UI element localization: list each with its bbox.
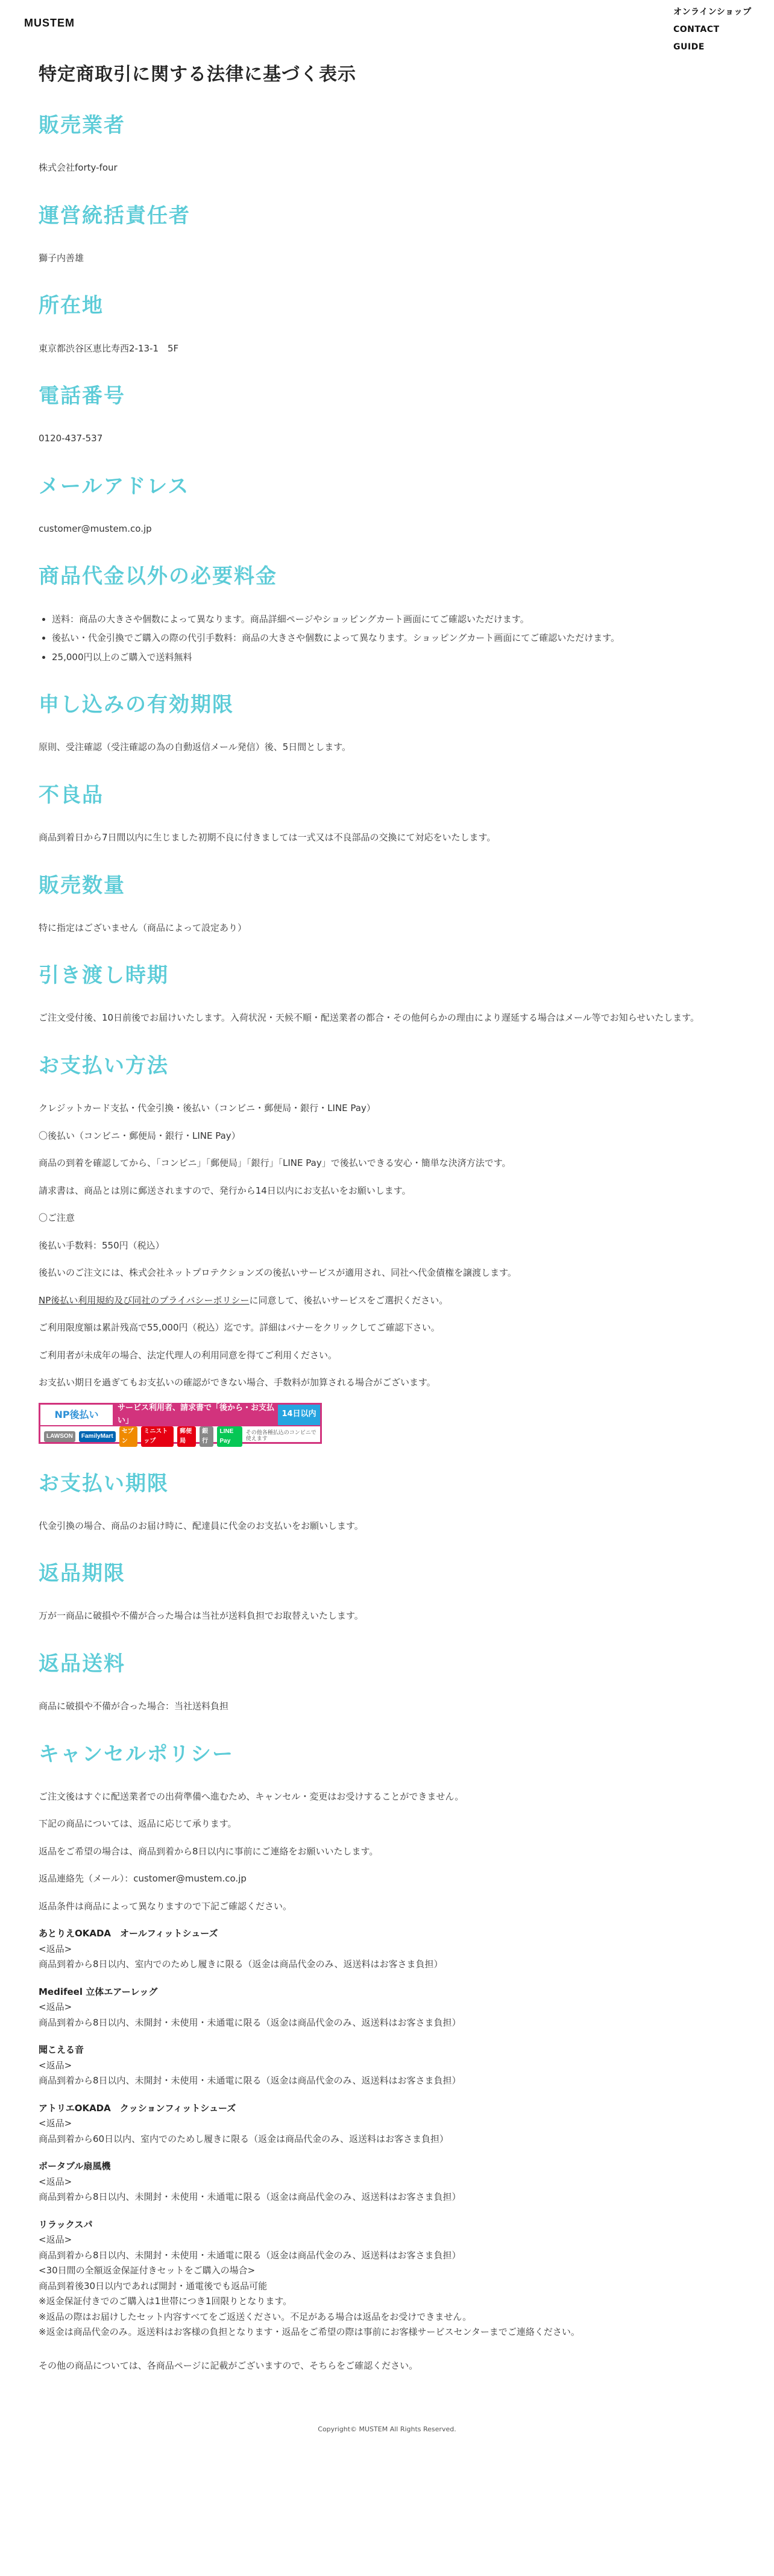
section-heading: 商品代金以外の必要料金 xyxy=(39,564,277,589)
payment-text: お支払い期日を過ぎてもお支払いの確認ができない場合、手数料が加算される場合がございます。 xyxy=(39,1377,436,1388)
section-heading: 販売業者 xyxy=(39,113,125,137)
section-heading: お支払い方法 xyxy=(39,1053,169,1078)
section-heading: 不良品 xyxy=(39,783,104,807)
main-nav xyxy=(673,4,751,56)
section-validity xyxy=(39,691,735,755)
product-name: ポータブル扇風機 xyxy=(39,2161,111,2172)
email-address: customer@mustem.co.jp xyxy=(39,523,152,534)
section-manager xyxy=(39,203,735,266)
section-heading: 返品送料 xyxy=(39,1651,125,1676)
product-line: ※返品の際はお届けしたセット内容すべてをご返送ください。不足がある場合は返品をお受けできません。 xyxy=(39,2311,472,2322)
store-logo: ミニストップ xyxy=(141,1426,174,1447)
section-fees xyxy=(39,563,735,665)
np-logo: NP後払い xyxy=(54,1408,99,1420)
section-heading: メールアドレス xyxy=(39,474,190,499)
section-heading: お支払い期限 xyxy=(39,1471,169,1496)
product-name: 聞こえる音 xyxy=(39,2044,84,2056)
product-line: ※返金は商品代金のみ。返送料はお客様の負担となります・返品をご希望の際は事前にお客様サービスセンターまでご連絡ください。 xyxy=(39,2326,580,2338)
section-seller xyxy=(39,112,735,176)
section-payment xyxy=(39,1053,735,1444)
store-logo: LAWSON xyxy=(44,1431,75,1442)
list-item: • 後払い・代金引換でご購入の際の代引手数料：商品の大きさや個数によって異なります。ショッピングカート画面にてご確認いただけます。 xyxy=(52,631,735,646)
product-name: あとりえOKADA オールフィットシューズ xyxy=(39,1928,218,1939)
cancel-closing: その他の商品については、各商品ページに記載がございますので、そちらをご確認ください。 xyxy=(39,2360,418,2371)
return-shipping-text: 商品に破損や不備が合った場合：当社送料負担 xyxy=(39,1701,229,1712)
section-heading: 電話番号 xyxy=(39,384,125,409)
cancel-text: 返品をご希望の場合は、商品到着から8日以内に事前にご連絡をお願いいたします。 xyxy=(39,1845,379,1857)
payment-deadline-text: 代金引換の場合、商品のお届け時に、配達員に代金のお支払いをお願いします。 xyxy=(39,1520,363,1531)
banner-message: サービス利用者、請求書で「後から・お支払い」 xyxy=(113,1405,278,1425)
section-heading: 申し込みの有効期限 xyxy=(39,693,234,717)
product-line: ※返金保証付きでのご購入は1世帯につき1回限りとなります。 xyxy=(39,2296,292,2307)
cancel-text: 返品条件は商品によって異なりますので下記ご確認ください。 xyxy=(39,1900,292,1912)
payment-terms-text xyxy=(39,1293,735,1309)
payment-fee: 後払い手数料：550円（税込） xyxy=(39,1239,165,1251)
banner-note: その他各種払込のコンビニで使えます xyxy=(245,1429,316,1442)
section-defective xyxy=(39,782,735,846)
product-line: 商品到着から8日以内、未開封・未使用・未通電に限る（返金は商品代金のみ、返送料はお客さま負担） xyxy=(39,2191,461,2203)
section-heading: 返品期限 xyxy=(39,1561,125,1586)
store-logo: セブン xyxy=(119,1426,138,1447)
section-heading: 所在地 xyxy=(39,294,104,318)
delivery-text: ご注文受付後、10日前後でお届けいたします。入荷状況・天候不順・配送業者の都合・その他何らかの理由により遅延する場合はメール等でお知らせいたします。 xyxy=(39,1012,699,1024)
product-line: 商品到着から8日以内、室内でのためし履きに限る（返金は商品代金のみ、返送料はお客さま負担） xyxy=(39,1959,443,1970)
quantity-text: 特に指定はございません（商品によって設定あり） xyxy=(39,922,247,933)
payment-text: ご利用者が未成年の場合、法定代理人の利用同意を得てご利用ください。 xyxy=(39,1349,338,1361)
section-heading: 運営統括責任者 xyxy=(39,203,190,228)
product-return-entry xyxy=(39,2217,735,2340)
address-text: 東京都渋谷区恵比寿西2-13-1 5F xyxy=(39,342,179,354)
product-return-entry xyxy=(39,2101,735,2147)
product-line: <返品> xyxy=(39,1943,72,1954)
product-line: <返品> xyxy=(39,2118,72,2129)
product-line: <返品> xyxy=(39,2059,72,2071)
payment-text: 後払いのご注文には、株式会社ネットプロテクションズの後払いサービスが適用され、同社へ代金債権を譲渡します。 xyxy=(39,1267,517,1279)
copyright: Copyright© MUSTEM All Rights Reserved. xyxy=(318,2425,456,2434)
product-name: Medifeel 立体エアーレッグ xyxy=(39,1986,158,1997)
store-logo: FamilyMart xyxy=(79,1431,116,1442)
section-heading: キャンセルポリシー xyxy=(39,1742,234,1766)
cancel-text: ご注文後はすぐに配送業者での出荷準備へ進むため、キャンセル・変更はお受けすることができません。 xyxy=(39,1790,464,1802)
store-logo: 銀行 xyxy=(200,1426,213,1447)
product-line: 商品到着から8日以内、未開封・未使用・未通電に限る（返金は商品代金のみ、返送料はお客さま負担） xyxy=(39,2075,461,2086)
product-return-entry xyxy=(39,2159,735,2205)
cancel-text: 下記の商品については、返品に応じて承ります。 xyxy=(39,1818,237,1830)
seller-name: 株式会社forty-four xyxy=(39,162,118,174)
product-return-entry xyxy=(39,1926,735,1973)
section-cancel-policy xyxy=(39,1741,735,2374)
payment-text: ご利用限度額は累計残高で55,000円（税込）迄です。詳細はバナーをクリックしてご確認下さい。 xyxy=(39,1322,440,1334)
product-line: 商品到着から8日以内、未開封・未使用・未通電に限る（返金は商品代金のみ、返送料はお客さま負担） xyxy=(39,2249,461,2261)
section-heading: 引き渡し時期 xyxy=(39,963,169,988)
banner-days: 14日以内 xyxy=(278,1405,320,1425)
nav-guide[interactable]: GUIDE xyxy=(673,42,705,52)
section-return-shipping xyxy=(39,1651,735,1715)
defective-text: 商品到着日から7日間以内に生じました初期不良に付きましては一式又は不良部品の交換にて対応をいたします。 xyxy=(39,832,496,843)
section-phone xyxy=(39,383,735,447)
product-return-entry xyxy=(39,2042,735,2089)
deferred-payment-title: 〇後払い（コンビニ・郵便局・銀行・LINE Pay） xyxy=(39,1130,241,1141)
payment-terms-rest: に同意して、後払いサービスをご選択ください。 xyxy=(249,1294,448,1306)
page-title: 特定商取引に関する法律に基づく表示 xyxy=(39,64,356,85)
section-heading: 販売数量 xyxy=(39,873,125,898)
np-atobarai-banner[interactable] xyxy=(39,1403,322,1444)
np-terms-link[interactable]: NP後払い利用規約及び同社のプライバシーポリシー xyxy=(39,1294,250,1306)
validity-text: 原則、受注確認（受注確認の為の自動返信メール発信）後、5日間とします。 xyxy=(39,742,351,753)
banner-stores xyxy=(40,1426,320,1447)
payment-methods: クレジットカード支払・代金引換・後払い（コンビニ・郵便局・銀行・LINE Pay） xyxy=(39,1103,376,1114)
payment-notice-title: 〇ご注意 xyxy=(39,1212,75,1224)
product-line: <返品> xyxy=(39,2001,72,2013)
product-name: リラックスパ xyxy=(39,2219,93,2230)
return-contact: 返品連絡先（メール）：customer@mustem.co.jp xyxy=(39,1873,247,1885)
list-item: • 25,000円以上のご購入で送料無料 xyxy=(52,650,735,666)
store-logo: LINE Pay xyxy=(217,1426,242,1447)
section-return-period xyxy=(39,1560,735,1624)
manager-name: 獅子内善雄 xyxy=(39,252,84,263)
section-delivery xyxy=(39,962,735,1026)
section-payment-deadline xyxy=(39,1470,735,1534)
product-line: 商品到着後30日以内であれば開封・通電後でも返品可能 xyxy=(39,2280,268,2291)
product-line: 商品到着から60日以内、室内でのためし履きに限る（返金は商品代金のみ、返送料はお客さま負担） xyxy=(39,2133,448,2144)
fees-list xyxy=(39,612,735,666)
site-header xyxy=(0,0,774,52)
product-line: <返品> xyxy=(39,2176,72,2187)
list-item: • 送料：商品の大きさや個数によって異なります。商品詳細ページやショッピングカート画面にてご確認いただけます。 xyxy=(52,612,735,628)
product-return-entry xyxy=(39,1985,735,2031)
site-logo[interactable]: MUSTEM xyxy=(24,17,75,29)
payment-text: 商品の到着を確認してから、「コンビニ」「郵便局」「銀行」「LINE Pay」で後払いできる安心・簡単な決済方法です。 xyxy=(39,1157,511,1169)
nav-contact[interactable]: CONTACT xyxy=(673,25,720,34)
product-line: 商品到着から8日以内、未開封・未使用・未通電に限る（返金は商品代金のみ、返送料はお客さま負担） xyxy=(39,2017,461,2028)
section-address xyxy=(39,292,735,356)
main-content xyxy=(0,60,774,2373)
site-footer xyxy=(0,2400,774,2440)
phone-number: 0120-437-537 xyxy=(39,433,103,444)
store-logo: 郵便局 xyxy=(177,1426,196,1447)
section-email xyxy=(39,473,735,537)
section-quantity xyxy=(39,872,735,936)
product-line: <30日間の全額返金保証付きセットをご購入の場合> xyxy=(39,2265,256,2276)
product-name: アトリエOKADA クッションフィットシューズ xyxy=(39,2102,236,2114)
return-period-text: 万が一商品に破損や不備が合った場合は当社が送料負担でお取替えいたします。 xyxy=(39,1610,363,1622)
product-line: <返品> xyxy=(39,2234,72,2246)
nav-online-shop[interactable]: オンラインショップ xyxy=(673,7,752,17)
payment-text: 請求書は、商品とは別に郵送されますので、発行から14日以内にお支払いをお願いします。 xyxy=(39,1185,411,1196)
